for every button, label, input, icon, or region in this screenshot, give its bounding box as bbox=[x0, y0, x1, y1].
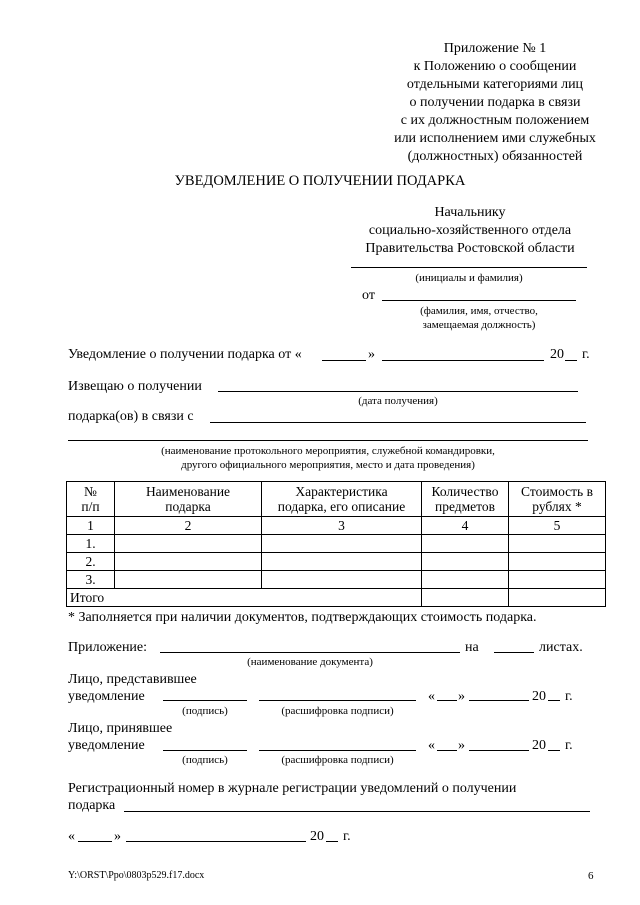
presenter-quote-open: « bbox=[428, 689, 435, 704]
appendix-line: о получении подарка в связи bbox=[409, 95, 581, 110]
attachment-sheets-line[interactable] bbox=[494, 652, 534, 653]
presenter-year-suffix: г. bbox=[565, 689, 573, 704]
table-cell[interactable] bbox=[262, 571, 422, 589]
table-row bbox=[67, 553, 606, 571]
table-cell[interactable] bbox=[422, 535, 509, 553]
column-header-number: № п/п bbox=[67, 482, 115, 517]
table-cell[interactable] bbox=[422, 553, 509, 571]
row-number: 1. bbox=[67, 535, 115, 553]
receiver-year-suffix: г. bbox=[565, 738, 573, 753]
presenter-line-2: уведомление bbox=[68, 689, 145, 704]
from-field-line[interactable] bbox=[382, 300, 576, 301]
registration-line-1: Регистрационный номер в журнале регистрации уведомлений о получении bbox=[68, 781, 517, 796]
total-quantity-cell[interactable] bbox=[422, 589, 509, 607]
event-line[interactable] bbox=[68, 440, 588, 441]
receipt-date-line[interactable] bbox=[218, 391, 578, 392]
attachment-on-label: на bbox=[465, 640, 479, 655]
appendix-line: (должностных) обязанностей bbox=[407, 149, 583, 164]
receiver-year-line[interactable] bbox=[548, 750, 560, 751]
receiver-month-line[interactable] bbox=[469, 750, 529, 751]
addressee-block bbox=[340, 204, 600, 258]
from-caption-2: замещаемая должность) bbox=[422, 319, 536, 331]
page-number: 6 bbox=[588, 870, 594, 882]
total-label: Итого bbox=[67, 589, 422, 607]
gift-reason-label: подарка(ов) в связи с bbox=[68, 409, 194, 424]
table-cell[interactable] bbox=[509, 571, 606, 589]
receiver-signature-caption: (подпись) bbox=[182, 754, 228, 766]
column-header-name: Наименование подарка bbox=[115, 482, 262, 517]
total-cost-cell[interactable] bbox=[509, 589, 606, 607]
appendix-line: или исполнением ими служебных bbox=[394, 131, 596, 146]
registration-month-line[interactable] bbox=[126, 841, 306, 842]
column-number: 1 bbox=[67, 517, 115, 535]
row-number: 2. bbox=[67, 553, 115, 571]
addressee-line: Правительства Ростовской области bbox=[365, 241, 575, 256]
attachment-name-line[interactable] bbox=[160, 652, 460, 653]
presenter-signature-line[interactable] bbox=[163, 700, 247, 701]
receiver-line-1: Лицо, принявшее bbox=[68, 721, 173, 736]
column-header-description: Характеристика подарка, его описание bbox=[262, 482, 422, 517]
appendix-line: Приложение № 1 bbox=[443, 41, 547, 56]
notice-year-suffix: г. bbox=[582, 347, 590, 362]
receiver-quote-close: » bbox=[458, 738, 465, 753]
presenter-year-prefix: 20 bbox=[532, 689, 546, 704]
registration-number-line[interactable] bbox=[124, 811, 590, 812]
receiver-quote-open: « bbox=[428, 738, 435, 753]
notice-day-line[interactable] bbox=[322, 360, 366, 361]
notice-close-quote: » bbox=[368, 347, 375, 362]
column-number: 3 bbox=[262, 517, 422, 535]
table-cell[interactable] bbox=[115, 535, 262, 553]
table-cell[interactable] bbox=[262, 553, 422, 571]
file-path: Y:\ORST\Ppo\0803p529.f17.docx bbox=[68, 870, 205, 881]
appendix-line: отдельными категориями лиц bbox=[406, 77, 584, 92]
column-number: 4 bbox=[422, 517, 509, 535]
presenter-signature-caption: (подпись) bbox=[182, 705, 228, 717]
column-header-quantity: Количество предметов bbox=[422, 482, 509, 517]
notice-year-prefix: 20 bbox=[550, 347, 564, 362]
event-caption-1: (наименование протокольного мероприятия, служебной командировки, bbox=[161, 445, 495, 457]
document-title: УВЕДОМЛЕНИЕ О ПОЛУЧЕНИИ ПОДАРКА bbox=[174, 173, 466, 189]
registration-year-line[interactable] bbox=[326, 841, 338, 842]
table-row bbox=[67, 571, 606, 589]
registration-quote-open: « bbox=[68, 829, 75, 844]
presenter-decode-line[interactable] bbox=[259, 700, 416, 701]
registration-year-suffix: г. bbox=[343, 829, 351, 844]
notice-year-line[interactable] bbox=[565, 360, 577, 361]
attachment-caption: (наименование документа) bbox=[247, 656, 373, 668]
presenter-day-line[interactable] bbox=[437, 700, 457, 701]
presenter-month-line[interactable] bbox=[469, 700, 529, 701]
receiver-decode-line[interactable] bbox=[259, 750, 416, 751]
addressee-line: социально-хозяйственного отдела bbox=[368, 223, 572, 238]
receiver-day-line[interactable] bbox=[437, 750, 457, 751]
receiver-decode-caption: (расшифровка подписи) bbox=[281, 754, 394, 766]
table-cell[interactable] bbox=[115, 553, 262, 571]
appendix-header bbox=[360, 40, 630, 166]
event-caption-2: другого официального мероприятия, место и дата проведения) bbox=[181, 459, 475, 471]
table-cell[interactable] bbox=[509, 535, 606, 553]
receiver-signature-line[interactable] bbox=[163, 750, 247, 751]
registration-line-2: подарка bbox=[68, 798, 116, 813]
presenter-quote-close: » bbox=[458, 689, 465, 704]
appendix-line: с их должностным положением bbox=[400, 113, 590, 128]
presenter-line-1: Лицо, представившее bbox=[68, 672, 197, 687]
appendix-line: к Положению о сообщении bbox=[413, 59, 577, 74]
table-row bbox=[67, 535, 606, 553]
registration-quote-close: » bbox=[114, 829, 121, 844]
gifts-table bbox=[66, 481, 606, 607]
gift-reason-line[interactable] bbox=[210, 422, 586, 423]
notice-prefix: Уведомление о получении подарка от « bbox=[68, 347, 302, 362]
presenter-decode-caption: (расшифровка подписи) bbox=[281, 705, 394, 717]
table-cell[interactable] bbox=[262, 535, 422, 553]
initials-field-line[interactable] bbox=[351, 267, 587, 268]
column-number-row bbox=[67, 517, 606, 535]
addressee-line: Начальнику bbox=[434, 205, 506, 220]
receiver-year-prefix: 20 bbox=[532, 738, 546, 753]
table-header-row bbox=[67, 482, 606, 517]
from-caption-1: (фамилия, имя, отчество, bbox=[420, 305, 538, 317]
table-cell[interactable] bbox=[115, 571, 262, 589]
row-number: 3. bbox=[67, 571, 115, 589]
footnote: * Заполняется при наличии документов, подтверждающих стоимость подарка. bbox=[68, 610, 537, 625]
registration-day-line[interactable] bbox=[78, 841, 112, 842]
table-cell[interactable] bbox=[422, 571, 509, 589]
receiver-line-2: уведомление bbox=[68, 738, 145, 753]
total-row bbox=[67, 589, 606, 607]
presenter-year-line[interactable] bbox=[548, 700, 560, 701]
receipt-date-caption: (дата получения) bbox=[358, 395, 438, 407]
table-cell[interactable] bbox=[509, 553, 606, 571]
column-number: 2 bbox=[115, 517, 262, 535]
column-header-cost: Стоимость в рублях * bbox=[509, 482, 606, 517]
registration-year-prefix: 20 bbox=[310, 829, 324, 844]
attachment-label: Приложение: bbox=[68, 640, 148, 655]
initials-caption: (инициалы и фамилия) bbox=[415, 272, 523, 284]
attachment-sheets-label: листах. bbox=[539, 640, 583, 655]
notice-month-line[interactable] bbox=[382, 360, 544, 361]
from-label: от bbox=[362, 288, 375, 303]
column-number: 5 bbox=[509, 517, 606, 535]
inform-label: Извещаю о получении bbox=[68, 379, 202, 394]
